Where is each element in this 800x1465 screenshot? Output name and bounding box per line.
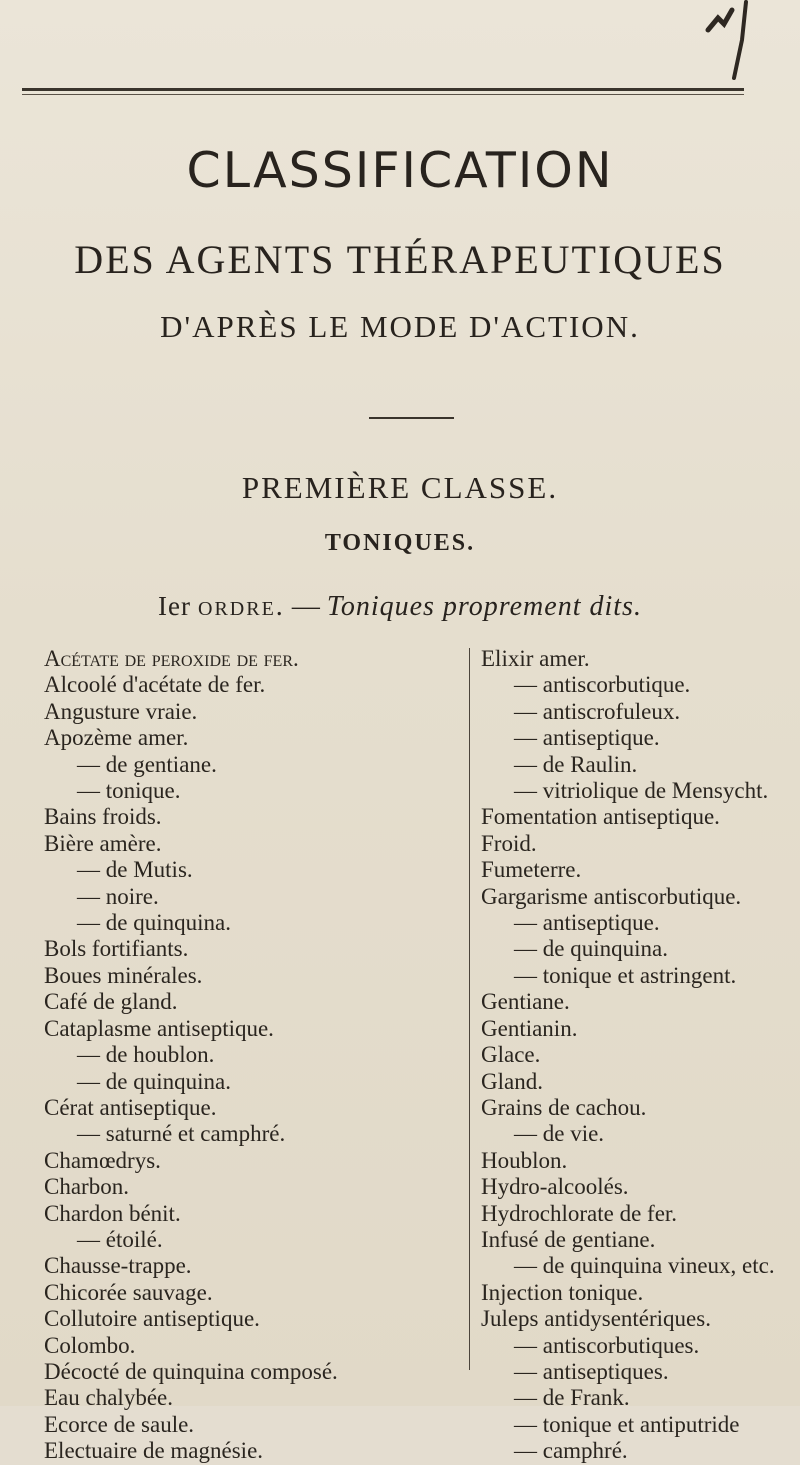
list-item: Colombo. [44,1332,136,1358]
list-item: Boues minérales. [44,962,203,988]
list-item: Angusture vraie. [44,698,198,724]
list-item: — antiseptiques. [514,1358,669,1384]
list-item: — de houblon. [77,1042,215,1068]
order-number: Ier [158,591,192,621]
list-item: — étoilé. [77,1226,163,1252]
class-heading: PREMIÈRE CLASSE. [241,470,559,505]
list-item: Injection tonique. [481,1279,644,1305]
list-item: Gargarisme antiscorbutique. [481,883,742,909]
left-column-list [44,646,454,1465]
list-item: — de quinquina. [77,910,231,936]
group-heading: TONIQUES. [324,530,476,556]
list-item: Fomentation antiseptique. [481,804,720,830]
list-item: Juleps antidysentériques. [481,1306,711,1332]
list-item: — antiseptique. [514,910,660,936]
page-subtitle-mode: D'APRÈS LE MODE D'ACTION. [160,309,640,344]
list-item: — saturné et camphré. [77,1121,286,1147]
list-item: Chausse-trappe. [44,1253,192,1279]
list-item: Hydro-alcoolés. [481,1174,629,1200]
list-item: — de quinquina. [77,1068,231,1094]
list-item: Chardon bénit. [44,1200,181,1226]
list-item: — antiscorbutique. [514,672,691,698]
list-item: — tonique et astringent. [514,962,737,988]
list-item: — de Frank. [514,1385,630,1411]
list-item: Café de gland. [44,989,178,1015]
list-item: Apozème amer. [44,725,189,751]
list-item: Alcoolé d'acétate de fer. [44,672,266,698]
right-column-list [481,646,791,1465]
list-item: Bains froids. [44,804,162,830]
list-item: Gentianin. [481,1015,578,1041]
list-item: Décocté de quinquina composé. [44,1358,338,1384]
list-item: Infusé de gentiane. [481,1226,656,1252]
list-item: Cataplasme antiseptique. [44,1015,274,1041]
page-subtitle: DES AGENTS THÉRAPEUTIQUES [74,237,726,282]
list-item: — de gentiane. [77,751,217,777]
top-rule-thin [22,94,744,95]
order-name: Toniques proprement dits. [326,591,642,622]
list-item: Gland. [481,1068,543,1094]
list-item: — antiscrofuleux. [514,698,681,724]
list-item: — de Raulin. [514,751,638,777]
list-item: Charbon. [44,1174,129,1200]
order-label: ordre. [198,591,285,622]
list-item: Houblon. [481,1147,568,1173]
list-item: Cérat antiseptique. [44,1094,217,1120]
list-item: Bière amère. [44,830,162,856]
list-item: Elixir amer. [481,646,590,671]
list-item: Froid. [481,830,537,856]
list-item: Gentiane. [481,989,570,1015]
list-item: — antiscorbutiques. [514,1332,700,1358]
list-item: Fumeterre. [481,857,582,883]
list-item: Glace. [481,1042,541,1068]
list-item: — antiseptique. [514,725,660,751]
list-item: Chicorée sauvage. [44,1279,213,1305]
list-item: Collutoire antiseptique. [44,1306,260,1332]
list-item: — noire. [77,883,159,909]
list-item: Acétate de peroxide de fer. [44,646,299,671]
page-title: CLASSIFICATION [186,142,614,199]
list-item: Ecorce de saule. [44,1411,195,1437]
top-rule [22,88,744,91]
column-divider [469,648,470,1370]
ink-stain-mark [698,0,758,80]
list-item: Electuaire de magnésie. [44,1438,264,1464]
order-heading [0,591,800,623]
list-item: Eau chalybée. [44,1385,173,1411]
order-dash: — [284,591,327,622]
list-item: — tonique et antiputride [514,1411,740,1437]
list-item: Hydrochlorate de fer. [481,1200,678,1226]
list-item: — vitriolique de Mensycht. [514,778,769,804]
list-item: Grains de cachou. [481,1094,647,1120]
list-item: — de quinquina vineux, etc. [514,1253,775,1279]
list-item: Bols fortifiants. [44,936,189,962]
list-item: — de quinquina. [514,936,668,962]
list-item: — de Mutis. [77,857,193,883]
list-item: Chamœdrys. [44,1147,161,1173]
section-divider [369,417,454,419]
list-item: — tonique. [77,778,181,804]
list-item: — camphré. [514,1438,628,1464]
list-item: — de vie. [514,1121,605,1147]
